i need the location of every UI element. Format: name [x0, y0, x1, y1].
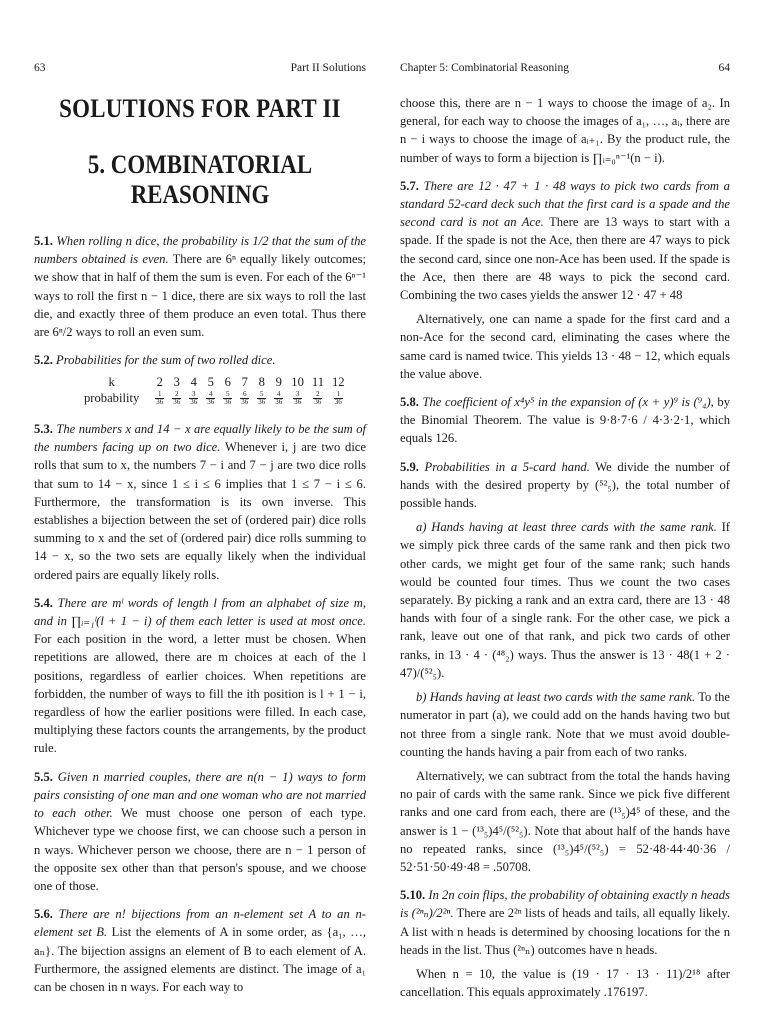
- solution-body: by the Binomial Theorem. The value is 9·8·7·6 / 4·3·2·1, which equals 126.: [400, 395, 730, 446]
- k-value: 7: [241, 375, 248, 390]
- solution-statement: When rolling n dice, the probability is 1/2 that the sum of the numbers obtained is even.: [34, 234, 367, 267]
- solution-5-7: [400, 177, 730, 304]
- k-value: 11: [311, 375, 324, 390]
- probability-fraction: $\frac{5}{36}$: [224, 390, 232, 407]
- probability-fraction: $\frac{2}{36}$: [173, 390, 181, 407]
- k-value: 9: [275, 375, 282, 390]
- solution-number: 5.3.: [34, 422, 53, 437]
- solution-5-7-alternative: Alternatively, one can name a spade for the first card and a non-Ace for the second card, eliminating the cases where the same card is named twice. This yields 13 · 48 − 12, which equals the value above.: [400, 312, 730, 381]
- solution-5-6: [34, 905, 366, 996]
- k-value: 6: [224, 375, 231, 390]
- solution-5-6-continued: choose this, there are n − 1 ways to choose the image of a₂. In general, for each way to choose the images of a₁, …, aᵢ, there are n − i ways to choose the image of aᵢ₊₁. By the product rule, the number of ways to form a bijection is ∏ᵢ₌₀ⁿ⁻¹(n − i).: [400, 96, 730, 165]
- solution-number: 5.5.: [34, 769, 53, 784]
- solution-statement: Probabilities for the sum of two rolled dice.: [56, 353, 276, 368]
- solution-5-3: [34, 420, 366, 584]
- k-label: k: [108, 375, 115, 390]
- probability-fraction: $\frac{3}{36}$: [190, 390, 198, 407]
- part-b-body: To the numerator in part (a), we could add on the hands having two but not three from a single rank. Note that we must avoid double-counting the hands having a pair from each of two ranks.: [400, 690, 730, 759]
- solution-5-9-alternative: Alternatively, we can subtract from the total the hands having no pair of cards with the same rank. Since we pick five different ranks and one card from each, there are (¹³₅)4⁵ of these, and the answer is 1 − (¹³₅)4⁵/(⁵²₅). Note that about half of the hands have no repeated ranks, since (¹³₅)4⁵/(⁵²₅) = 52·48·44·40·36 / 52·51·50·49·48 = .50708.: [400, 768, 730, 874]
- solution-body: We divide the number of hands with the desired property by (⁵²₅), the total number of possible hands.: [400, 459, 731, 511]
- dice-probability-table: [80, 375, 349, 406]
- solution-5-8: [400, 393, 730, 448]
- probability-fraction: $\frac{6}{36}$: [241, 390, 249, 407]
- solution-number: 5.1.: [34, 234, 53, 248]
- probability-fraction: $\frac{2}{36}$: [314, 390, 322, 407]
- solution-statement: The coefficient of x⁴y⁵ in the expansion of (x + y)⁹ is (⁹₄),: [422, 395, 714, 410]
- right-page: [384, 0, 768, 1024]
- solution-statement: There are 12 · 47 + 1 · 48 ways to pick two cards from a standard 52-card deck such that the first card is a spade and the second card is not an Ace.: [400, 178, 730, 230]
- solution-number: 5.4.: [34, 595, 53, 610]
- solution-5-1: [34, 232, 366, 341]
- probability-fraction: $\frac{4}{36}$: [207, 390, 215, 407]
- solution-5-9-part-a: [400, 518, 730, 682]
- part-b-label: b) Hands having at least two cards with the same rank.: [416, 690, 696, 705]
- probability-label: probability: [84, 390, 140, 405]
- k-value: 4: [190, 375, 197, 390]
- solution-number: 5.10.: [400, 888, 426, 903]
- right-running-header: [400, 62, 730, 74]
- k-value: 8: [258, 375, 265, 390]
- probability-fraction: $\frac{1}{36}$: [156, 390, 164, 407]
- k-value: 12: [332, 375, 345, 390]
- chapter-title: 5. COMBINATORIAL REASONING: [87, 150, 313, 209]
- solution-body: Whenever i, j are two dice rolls that sum to x, the numbers 7 − i and 7 − j are two dice rolls that sum to 14 − x, since 1 ≤ i ≤ 6 implies that 1 ≤ 7 − i ≤ 6. Furthermore, the transformation is its own inverse. This establishes a bijection between the set of (ordered pair) dice rolls summing to x and the set of (ordered pair) dice rolls summing to 14 − x, so the two sets are equally likely when the individual ordered pairs are equally likely rolls.: [34, 440, 367, 582]
- solution-number: 5.8.: [400, 395, 419, 410]
- part-title: SOLUTIONS FOR PART II: [59, 94, 341, 123]
- k-value: 2: [156, 375, 163, 390]
- solution-body: There are 6ⁿ equally likely outcomes; we show that in half of them the sum is even. For each of the 6ⁿ⁻¹ ways to roll the first n − 1 dice, there are six ways to roll the last die, and exactly three of them produce an even total. Thus there are 6ⁿ/2 ways to roll an even sum.: [34, 252, 366, 340]
- solution-body: List the elements of A in some order, as {a₁, …, aₙ}. The bijection assigns an element of B to each element of A. Furthermore, the assigned elements are distinct. The image of a₁ can be chosen in n ways. For each way to: [34, 925, 366, 994]
- page-number-right: 64: [718, 62, 730, 74]
- left-running-header: [34, 62, 366, 74]
- solution-number: 5.7.: [400, 178, 419, 193]
- running-head-right: Chapter 5: Combinatorial Reasoning: [400, 62, 569, 74]
- solution-5-2: [34, 351, 366, 369]
- running-head-left: Part II Solutions: [290, 62, 366, 74]
- k-value: 5: [207, 375, 214, 390]
- k-value: 3: [173, 375, 180, 390]
- solution-body: There are 2²ⁿ lists of heads and tails, all equally likely. A list with n heads is determined by choosing locations for the n heads in the list. Thus (²ⁿₙ) outcomes have n heads.: [400, 906, 730, 957]
- page-number-left: 63: [34, 62, 46, 74]
- solution-5-5: [34, 768, 366, 895]
- solution-5-4: [34, 594, 366, 758]
- part-a-label: a) Hands having at least three cards with the same rank.: [416, 520, 717, 535]
- solution-5-9-part-b: [400, 688, 730, 761]
- solution-5-10-tail: When n = 10, the value is (19 · 17 · 13 · 11)/2¹⁸ after cancellation. This equals approximately .176197.: [400, 966, 730, 1000]
- solution-number: 5.6.: [34, 907, 53, 922]
- solution-statement: There are mˡ words of length l from an alphabet of size m, and in ∏ᵢ₌₁ˡ(l + 1 − i) of them each letter is used at most once.: [34, 595, 366, 629]
- solution-body: For each position in the word, a letter must be chosen. When repetitions are allowed, there are m choices at each of the l positions, regardless of earlier choices. When repetitions are forbidden, the number of ways to fill the ith position is l + 1 − i, regardless of how the earlier positions were filled. In each case, multiplying these factors counts the arrangements, by the product rule.: [34, 632, 366, 756]
- probability-row: [80, 390, 349, 406]
- part-a-body: If we simply pick three cards of the same rank and then pick two other cards, we might get four of the same rank; such hands would be counted four times. Thus we count the two cases separately. By picking a rank and an extra card, there are 13 · 48 hands with four of a single rank. For the other case, we pick a rank, leave out one of that rank, and pick two cards of other ranks, in 13 · 4 · (⁴⁸₂) ways. Thus the answer is 13 · 48(1 + 2 · 47)/(⁵²₅).: [400, 520, 730, 680]
- k-value: 10: [291, 375, 304, 390]
- probability-fraction: $\frac{4}{36}$: [275, 390, 283, 407]
- probability-fraction: $\frac{3}{36}$: [294, 390, 302, 407]
- solution-statement: Given n married couples, there are n(n − 1) ways to form pairs consisting of one man and one woman who are not married to each other.: [34, 769, 366, 821]
- solution-statement: In 2n coin flips, the probability of obtaining exactly n heads is (²ⁿₙ)/2²ⁿ.: [400, 888, 731, 921]
- solution-5-9: [400, 458, 730, 513]
- solution-5-10: [400, 886, 730, 959]
- solution-body: There are 13 ways to start with a spade. If the spade is not the Ace, then there are 47 ways to pick the second card, since one non-Ace has been used. If the spade is the Ace, then there are 48 ways to pick the second card. Combining the two cases yields the answer 12 · 47 + 48: [400, 215, 731, 303]
- solution-statement: The numbers x and 14 − x are equally likely to be the sum of the numbers facing up on two dice.: [34, 422, 366, 455]
- solution-number: 5.2.: [34, 353, 53, 368]
- probability-fraction: $\frac{5}{36}$: [258, 390, 266, 407]
- k-row: [80, 375, 349, 390]
- solution-statement: There are n! bijections from an n-element set A to an n-element set B.: [34, 907, 366, 940]
- solution-statement: Probabilities in a 5-card hand.: [424, 459, 590, 474]
- solution-number: 5.9.: [400, 459, 419, 474]
- solution-body: We must choose one person of each type. Whichever type we choose first, we can choose such a person in n ways. Whichever person we choose, there are n − 1 person of the opposite sex other than that person's spouse, and we choose one of those.: [34, 806, 367, 893]
- probability-fraction: $\frac{1}{36}$: [334, 390, 342, 407]
